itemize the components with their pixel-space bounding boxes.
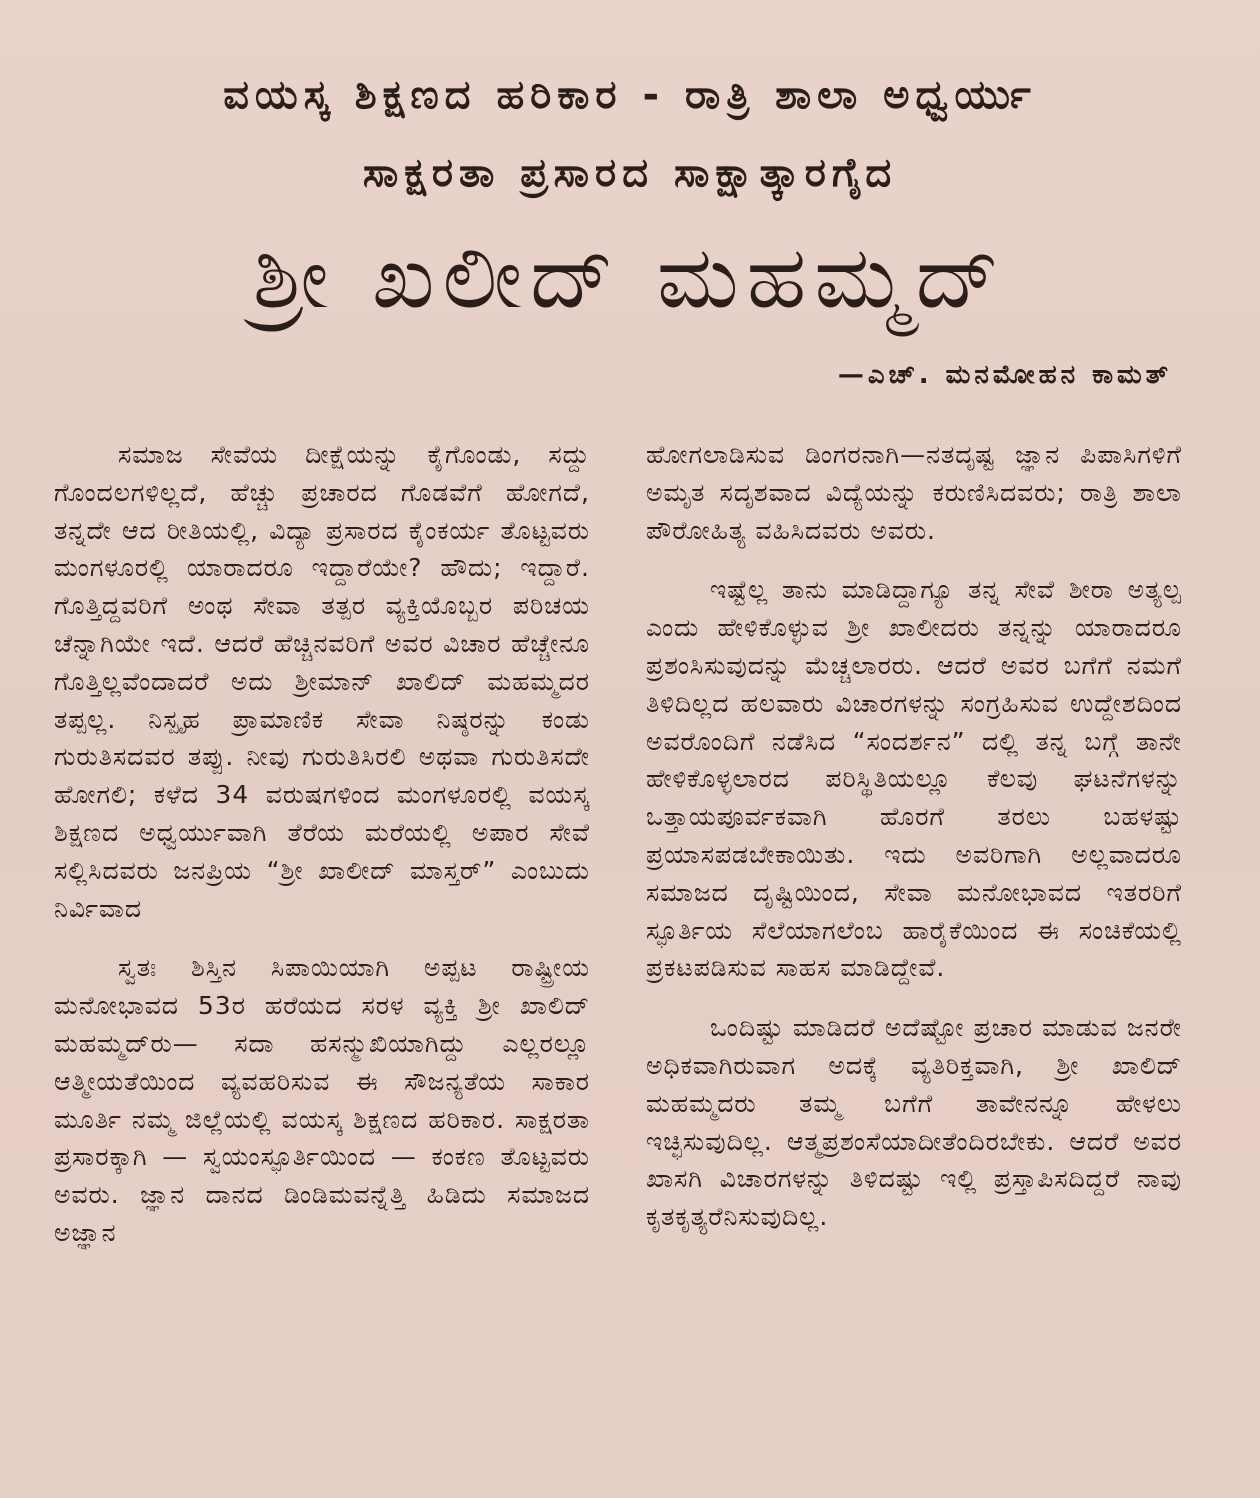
paragraph: ಒಂದಿಷ್ಟು ಮಾಡಿದರೆ ಅದೆಷ್ಟೋ ಪ್ರಚಾರ ಮಾಡುವ ಜನರೇ ಅಧಿಕವಾಗಿರುವಾಗ ಅದಕ್ಕೆ ವ್ಯತಿರಿಕ್ತವಾಗಿ, ಶ್ರೀ ಖಾಲಿದ್ ಮಹಮ್ಮದರು ತಮ್ಮ ಬಗೆಗೆ ತಾವೇನನ್ನೂ ಹೇಳಲು ಇಚ್ಛಿಸುವುದಿಲ್ಲ. ಆತ್ಮಪ್ರಶಂಸೆಯಾದೀತೆಂದಿರಬೇಕು. ಆದರೆ ಅವರ ಖಾಸಗಿ ವಿಚಾರಗಳನ್ನು ತಿಳಿದಷ್ಟು ಇಲ್ಲಿ ಪ್ರಸ್ತಾಪಿಸದಿದ್ದರೆ ನಾವು ಕೃತಕೃತ್ಯರೆನಿಸುವುದಿಲ್ಲ. [646, 1013, 1182, 1232]
paragraph: ಹೋಗಲಾಡಿಸುವ ಡಿಂಗರನಾಗಿ—ನತದೃಷ್ಟ ಜ್ಞಾನ ಪಿಪಾಸಿಗಳಿಗೆ ಅಮೃತ ಸದೃಶವಾದ ವಿದ್ಯೆಯನ್ನು ಕರುಣಿಸಿದವರು; ರಾತ್ರಿ ಶಾಲಾ ಪೌರೋಹಿತ್ಯ ವಹಿಸಿದವರು ಅವರು. [646, 440, 1182, 545]
paragraph: ಇಷ್ಟೆಲ್ಲ ತಾನು ಮಾಡಿದ್ದಾಗ್ಯೂ ತನ್ನ ಸೇವೆ ಶೀರಾ ಅತ್ಯಲ್ಪ ಎಂದು ಹೇಳಿಕೊಳ್ಳುವ ಶ್ರೀ ಖಾಲೀದರು ತನ್ನನ್ನು ಯಾರಾದರೂ ಪ್ರಶಂಸಿಸುವುದನ್ನು ಮೆಚ್ಚಲಾರರು. ಆದರೆ ಅವರ ಬಗೆಗೆ ನಮಗೆ ತಿಳಿದಿಲ್ಲದ ಹಲವಾರು ವಿಚಾರಗಳನ್ನು ಸಂಗ್ರಹಿಸುವ ಉದ್ದೇಶದಿಂದ ಅವರೊಂದಿಗೆ ನಡೆಸಿದ “ಸಂದರ್ಶನ” ದಲ್ಲಿ ತನ್ನ ಬಗ್ಗೆ ತಾನೇ ಹೇಳಿಕೊಳ್ಳಲಾರದ ಪರಿಸ್ಥಿತಿಯಲ್ಲೂ ಕೆಲವು ಘಟನೆಗಳನ್ನು ಒತ್ತಾಯಪೂರ್ವಕವಾಗಿ ಹೊರಗೆ ತರಲು ಬಹಳಷ್ಟು ಪ್ರಯಾಸಪಡಬೇಕಾಯಿತು. ಇದು ಅವರಿಗಾಗಿ ಅಲ್ಲವಾದರೂ ಸಮಾಜದ ದೃಷ್ಟಿಯಿಂದ, ಸೇವಾ ಮನೋಭಾವದ ಇತರರಿಗೆ ಸ್ಫೂರ್ತಿಯ ಸೆಲೆಯಾಗಲೆಂಬ ಹಾರೈಕೆಯಿಂದ ಈ ಸಂಚಿಕೆಯಲ್ಲಿ ಪ್ರಕಟಪಡಿಸುವ ಸಾಹಸ ಮಾಡಿದ್ದೇವೆ. [646, 575, 1182, 983]
headline-title: ಶ್ರೀ ಖಲೀದ್ ಮಹಮ್ಮದ್ [252, 228, 1008, 328]
paragraph: ಸಮಾಜ ಸೇವೆಯ ದೀಕ್ಷೆಯನ್ನು ಕೈಗೊಂಡು, ಸದ್ದು ಗೊಂದಲಗಳಿಲ್ಲದೆ, ಹೆಚ್ಚು ಪ್ರಚಾರದ ಗೊಡವೆಗೆ ಹೋಗದೆ, ತನ್ನದೇ ಆದ ರೀತಿಯಲ್ಲಿ, ವಿದ್ಯಾ ಪ್ರಸಾರದ ಕೈಂಕರ್ಯ ತೊಟ್ಟವರು ಮಂಗಳೂರಲ್ಲಿ ಯಾರಾದರೂ ಇದ್ದಾರೆಯೇ? ಹೌದು; ಇದ್ದಾರೆ. ಗೊತ್ತಿದ್ದವರಿಗೆ ಅಂಥ ಸೇವಾ ತತ್ಪರ ವ್ಯಕ್ತಿಯೊಬ್ಬರ ಪರಿಚಯ ಚೆನ್ನಾಗಿಯೇ ಇದೆ. ಆದರೆ ಹೆಚ್ಚಿನವರಿಗೆ ಅವರ ವಿಚಾರ ಹೆಚ್ಚೇನೂ ಗೊತ್ತಿಲ್ಲವೆಂದಾದರೆ ಅದು ಶ್ರೀಮಾನ್ ಖಾಲಿದ್ ಮಹಮ್ಮದರ ತಪ್ಪಲ್ಲ. ನಿಸ್ಪೃಹ ಪ್ರಾಮಾಣಿಕ ಸೇವಾ ನಿಷ್ಠರನ್ನು ಕಂಡು ಗುರುತಿಸದವರ ತಪ್ಪು. ನೀವು ಗುರುತಿಸಿರಲಿ ಅಥವಾ ಗುರುತಿಸದೇ ಹೋಗಲಿ; ಕಳೆದ 34 ವರುಷಗಳಿಂದ ಮಂಗಳೂರಲ್ಲಿ ವಯಸ್ಕ ಶಿಕ್ಷಣದ ಅಧ್ವರ್ಯುವಾಗಿ ತೆರೆಯ ಮರೆಯಲ್ಲಿ ಅಪಾರ ಸೇವೆ ಸಲ್ಲಿಸಿದವರು ಜನಪ್ರಿಯ “ಶ್ರೀ ಖಾಲೀದ್ ಮಾಸ್ತರ್” ಎಂಬುದು ನಿರ್ವಿವಾದ [54, 440, 590, 923]
byline: —ಎಚ್. ಮನಮೋಹನ ಕಾಮತ್ [837, 360, 1172, 390]
subtitle-line: ಸಾಕ್ಷರತಾ ಪ್ರಸಾರದ ಸಾಕ್ಷಾತ್ಕಾರಗೈದ [362, 150, 898, 196]
paragraph: ಸ್ವತಃ ಶಿಸ್ತಿನ ಸಿಪಾಯಿಯಾಗಿ ಅಪ್ಪಟ ರಾಷ್ಟ್ರೀಯ ಮನೋಭಾವದ 53ರ ಹರೆಯದ ಸರಳ ವ್ಯಕ್ತಿ ಶ್ರೀ ಖಾಲಿದ್ ಮಹಮ್ಮದ್‌ರು— ಸದಾ ಹಸನ್ಮುಖಿಯಾಗಿದ್ದು ಎಲ್ಲರಲ್ಲೂ ಆತ್ಮೀಯತೆಯಿಂದ ವ್ಯವಹರಿಸುವ ಈ ಸೌಜನ್ಯತೆಯ ಸಾಕಾರ ಮೂರ್ತಿ ನಮ್ಮ ಜಿಲ್ಲೆಯಲ್ಲಿ ವಯಸ್ಕ ಶಿಕ್ಷಣದ ಹರಿಕಾರ. ಸಾಕ್ಷರತಾ ಪ್ರಸಾರಕ್ಕಾಗಿ — ಸ್ವಯಂಸ್ಫೂರ್ತಿಯಿಂದ — ಕಂಕಣ ತೊಟ್ಟವರು ಅವರು. ಜ್ಞಾನ ದಾನದ ಡಿಂಡಿಮವನ್ನೆತ್ತಿ ಹಿಡಿದು ಸಮಾಜದ ಅಜ್ಞಾನ [54, 953, 590, 1247]
kicker-line: ವಯಸ್ಕ ಶಿಕ್ಷಣದ ಹರಿಕಾರ - ರಾತ್ರಿ ಶಾಲಾ ಅಧ್ವರ್ಯು [223, 72, 1037, 118]
right-column [646, 436, 1182, 1236]
left-column [54, 436, 590, 1252]
